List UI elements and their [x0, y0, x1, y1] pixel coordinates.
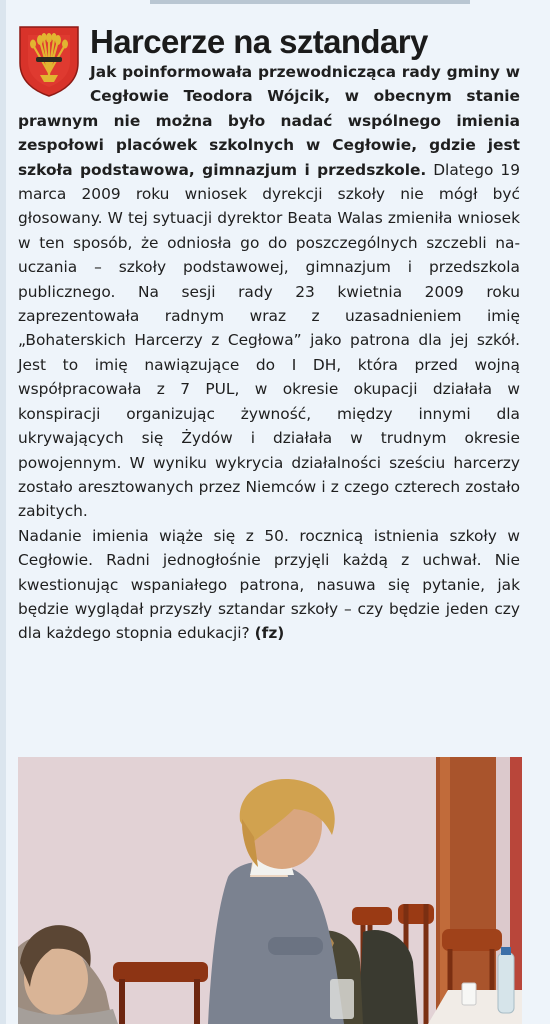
article-body — [18, 60, 520, 646]
article-headline: Harcerze na sztandary — [90, 23, 428, 60]
page-edge-shadow — [0, 0, 6, 1024]
council-meeting-photo — [18, 757, 522, 1024]
article-body-text-2: Nadanie imienia wiąże się z 50. rocznicą istnienia szkoły w Cegłowie. Radni jednogłośnie przyjęli każdą z uchwał. Nie kwestionując wspaniałego patrona, nasuwa się pytanie, jak będzie wyglądał przyszły sztandar szkoły – czy będzie jeden czy dla każdego stopnia edukacji? — [18, 526, 520, 643]
crest-text-spacer — [18, 60, 90, 108]
article-body-text-1: Dlatego 19 marca 2009 roku wniosek dyrekcji szkoły nie mógł być głosowany. W tej sytuacji dyrektor Beata Walas zmieniła wniosek w ten sposób, że odniosła go do poszczególnych szczebli nauczania – szkoły podstawowej, gimnazjum i przedszkola publicznego. Na sesji rady 23 kwietnia 2009 roku zaprezentowała radnym wraz z uzasadnieniem imię „Bohaterskich Harcerzy z Cegłowa” jako patrona dla jej szkół. Jest to imię nawiązujące do I DH, która przed wojną współpracowała z 7 PUL, w okresie okupacji działała w konspiracji organizując żywność, między innymi dla ukrywających się Żydów i działała w trudnym okresie powojennym. W wyniku wykrycia działalności sześciu harcerzy zostało aresztowanych przez Niemców i z czego czterech zostało zabitych. — [18, 160, 520, 521]
article-paragraph-2 — [18, 524, 520, 646]
top-edge-strip — [150, 0, 470, 4]
article-paragraph-1 — [18, 60, 520, 524]
author-signature: (fz) — [254, 624, 285, 643]
article-lead: Jak poinformowała przewodnicząca rady gminy w Cegłowie Teodora Wójcik, w obecnym stanie prawnym nie można było nadać wspólnego imienia zespołowi placówek szkolnych w Cegłowie, gdzie jest szkoła podstawowa, gimnazjum i przedszkole. — [18, 63, 520, 179]
